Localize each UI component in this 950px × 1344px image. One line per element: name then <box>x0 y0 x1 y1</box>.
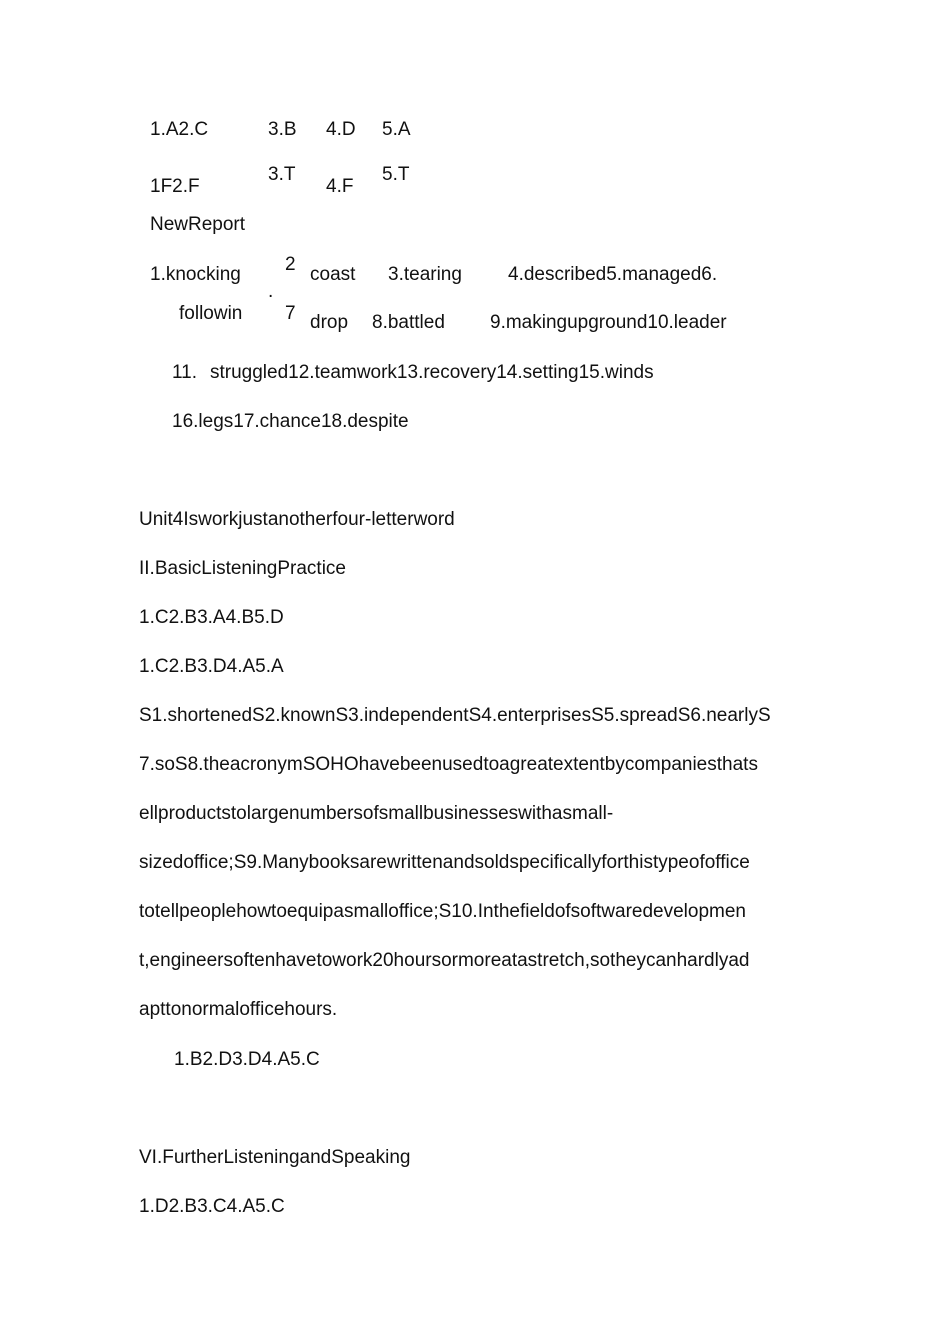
answer-row-1-part-c: 4.D <box>326 119 356 140</box>
section-further-listening-heading: VI.FurtherListeningandSpeaking <box>139 1147 411 1168</box>
answer-row-1-part-a: 1.A2.C <box>150 119 209 140</box>
answer-row-4-number: 11. <box>172 362 198 383</box>
dictation-line-3: ellproductstolargenumbersofsmallbusinesseswithasmall- <box>139 803 614 824</box>
dictation-line-4: sizedoffice;S9.Manybooksarewrittenandsoldspecificallyforthistypeofoffice <box>139 852 750 873</box>
answer-line-3: 1.B2.D3.D4.A5.C <box>174 1049 320 1070</box>
answer-row-2-part-b: 3.T <box>268 164 296 185</box>
dictation-line-1: S1.shortenedS2.knownS3.independentS4.enterprisesS5.spreadS6.nearlyS <box>139 705 771 726</box>
answer-line-4: 1.D2.B3.C4.A5.C <box>139 1196 285 1217</box>
answer-row-1-part-d: 5.A <box>382 119 411 140</box>
answer-row-5: 16.legs17.chance18.despite <box>172 411 409 432</box>
answer-line-1: 1.C2.B3.A4.B5.D <box>139 607 284 628</box>
answer-row-3-following: followin <box>179 303 243 324</box>
answer-row-3-num-7: 7 <box>285 303 296 324</box>
answer-row-3-making-up-ground: 9.makingupground10.leader <box>490 312 727 333</box>
dictation-line-6: t,engineersoftenhavetowork20hoursormoreatastretch,sotheycanhardlyad <box>139 950 750 971</box>
answer-row-3-coast: coast <box>310 264 356 285</box>
answer-row-3-drop: drop <box>310 312 349 333</box>
answer-row-1-part-b: 3.B <box>268 119 297 140</box>
unit-4-title: Unit4Isworkjustanotherfour-letterword <box>139 509 455 530</box>
answer-row-2-part-d: 5.T <box>382 164 410 185</box>
answer-row-2-part-a: 1F2.F <box>150 176 200 197</box>
answer-row-2-part-c: 4.F <box>326 176 354 197</box>
section-basic-listening-heading: II.BasicListeningPractice <box>139 558 346 579</box>
dictation-line-2: 7.soS8.theacronymSOHOhavebeenusedtoagreatextentbycompaniesthats <box>139 754 758 775</box>
answer-line-2: 1.C2.B3.D4.A5.A <box>139 656 284 677</box>
dictation-line-5: totellpeoplehowtoequipasmalloffice;S10.Inthefieldofsoftwaredevelopmen <box>139 901 746 922</box>
answer-row-3-tearing: 3.tearing <box>388 264 462 285</box>
dictation-line-7: apttonormalofficehours. <box>139 999 338 1020</box>
answer-row-3-dot: . <box>268 281 274 302</box>
new-report-heading: NewReport <box>150 214 246 235</box>
answer-row-3-knocking: 1.knocking <box>150 264 241 285</box>
answer-row-3-described: 4.described5.managed6. <box>508 264 718 285</box>
answer-row-4-text: struggled12.teamwork13.recovery14.setting15.winds <box>210 362 654 383</box>
answer-row-3-num-2: 2 <box>285 254 296 275</box>
answer-row-3-battled: 8.battled <box>372 312 445 333</box>
